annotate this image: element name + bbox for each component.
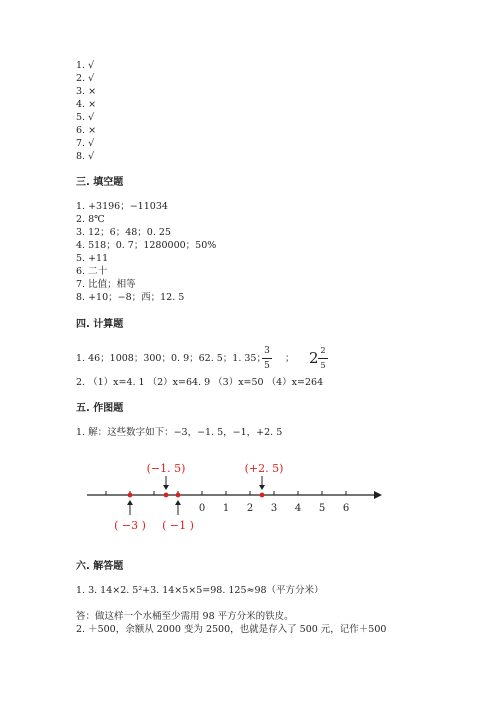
tick-label-6: 6 xyxy=(342,503,350,514)
judge-item: 3. × xyxy=(76,86,97,97)
fraction-denominator: 5 xyxy=(264,361,270,371)
fraction-three-fifths xyxy=(262,346,272,371)
fill-item: 3. 12；6；48；0. 25 xyxy=(76,227,171,238)
fill-item: 6. 二十 xyxy=(76,266,108,277)
point-neg1 xyxy=(176,493,181,498)
fill-item: 1. +3196；−11034 xyxy=(76,201,168,212)
answer-line-2: 答：做这样一个水桶至少需用 98 平方分米的铁皮。 xyxy=(76,611,294,622)
fill-item: 2. 8℃ xyxy=(76,214,105,225)
point-pos2-5 xyxy=(260,493,265,498)
label-neg1-5: (−1. 5) xyxy=(146,462,186,475)
tick-label-4: 4 xyxy=(294,503,302,514)
section-heading-answer: 六. 解答题 xyxy=(76,561,124,572)
judge-item: 4. × xyxy=(76,99,97,110)
arrow-head-neg1-5 xyxy=(163,485,169,490)
fill-item: 4. 518；0. 7；1280000；50% xyxy=(76,240,217,251)
tick-label-5: 5 xyxy=(318,503,326,514)
fraction-denominator: 5 xyxy=(320,361,326,370)
draw-line-1: 1. 解：这些数字如下：−3，−1. 5，−1，+2. 5 xyxy=(76,427,283,438)
judge-item: 1. √ xyxy=(76,60,95,71)
fill-item: 8. +10；−8；西；12. 5 xyxy=(76,292,185,303)
section-heading-calc: 四. 计算题 xyxy=(76,319,124,330)
label-pos2-5: (+2. 5) xyxy=(244,462,284,475)
calc-line-1: 1. 46；1008；300；0. 9；62. 5；1. 35； xyxy=(76,353,266,364)
fill-item: 7. 比值；相等 xyxy=(76,279,136,290)
arrow-head-neg3 xyxy=(127,500,133,505)
number-line-figure xyxy=(70,455,400,545)
judge-item: 8. √ xyxy=(76,151,95,162)
section-heading-draw: 五. 作图题 xyxy=(76,403,124,414)
mixed-number-fraction xyxy=(318,346,328,371)
judge-item: 7. √ xyxy=(76,138,95,149)
point-neg3 xyxy=(128,493,133,498)
arrow-head-pos2-5 xyxy=(259,485,265,490)
mixed-number-whole: 2 xyxy=(309,349,319,367)
calc-line-2: 2. （1）x=4. 1 （2）x=64. 9 （3）x=50 （4）x=264 xyxy=(76,377,324,388)
fill-item: 5. +11 xyxy=(76,253,109,264)
calc-separator: ； xyxy=(285,353,295,364)
point-neg1-5 xyxy=(164,493,169,498)
answer-line-1: 1. 3. 14×2. 5²+3. 14×5×5=98. 125≈98（平方分米） xyxy=(76,585,324,596)
fraction-numerator: 2 xyxy=(320,346,326,355)
tick-label-1: 1 xyxy=(222,503,230,514)
tick-label-2: 2 xyxy=(246,503,254,514)
judge-item: 5. √ xyxy=(76,112,95,123)
tick-label-3: 3 xyxy=(270,503,278,514)
axis-ticks xyxy=(106,491,346,495)
arrow-head-neg1 xyxy=(175,500,181,505)
section-heading-fill: 三. 填空题 xyxy=(76,177,124,188)
axis-arrow-head xyxy=(374,491,382,499)
judge-item: 6. × xyxy=(76,125,97,136)
label-neg3: ( −3 ) xyxy=(114,519,146,532)
judge-item: 2. √ xyxy=(76,73,95,84)
label-neg1: ( −1 ) xyxy=(162,519,194,532)
tick-label-0: 0 xyxy=(198,503,206,514)
fraction-numerator: 3 xyxy=(264,346,270,356)
answer-line-3: 2. ＋500，余额从 2000 变为 2500，也就是存入了 500 元，记作＋500 xyxy=(76,624,387,635)
